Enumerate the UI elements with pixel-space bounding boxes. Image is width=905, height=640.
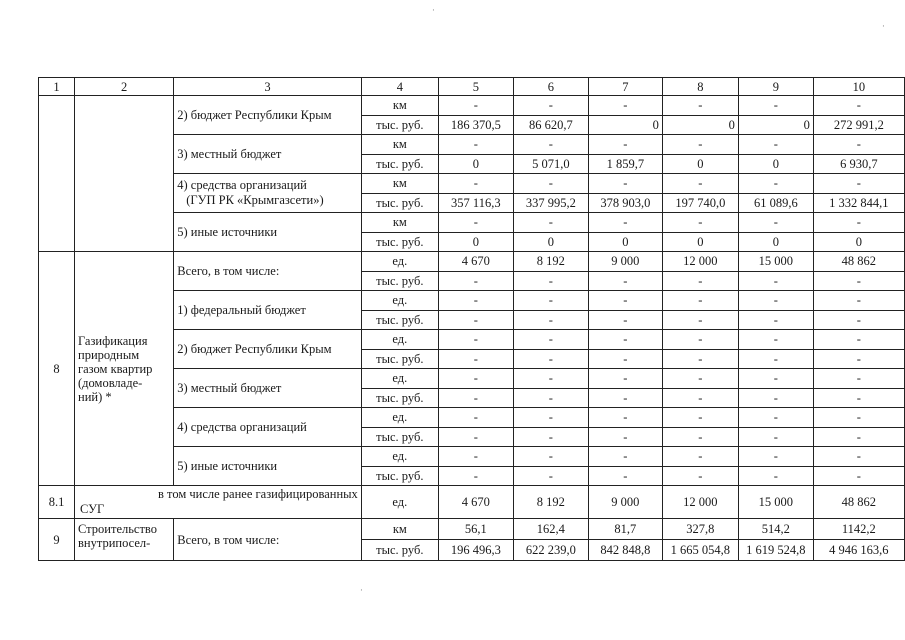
funding-source: Всего, в том числе: [174, 519, 362, 561]
value-cell: 4 946 163,6 [813, 540, 904, 561]
value-cell: - [513, 388, 588, 408]
value-cell: 1 859,7 [588, 154, 662, 174]
column-number: 2 [75, 78, 174, 96]
value-cell: - [513, 369, 588, 389]
value-cell: 86 620,7 [513, 115, 588, 135]
column-number-row [39, 78, 905, 96]
table-row [39, 252, 905, 272]
value-cell: - [662, 466, 738, 486]
unit-cell: км [361, 135, 438, 155]
value-cell: - [513, 349, 588, 369]
value-cell: - [588, 349, 662, 369]
value-cell: - [588, 135, 662, 155]
value-cell: - [588, 408, 662, 428]
value-cell: - [662, 427, 738, 447]
value-cell: - [738, 349, 813, 369]
unit-cell: тыс. руб. [361, 349, 438, 369]
value-cell: - [513, 96, 588, 116]
scan-mark: · [882, 22, 885, 32]
value-cell: - [662, 174, 738, 194]
value-cell: - [813, 349, 904, 369]
value-cell: - [588, 447, 662, 467]
value-cell: - [588, 427, 662, 447]
unit-cell: тыс. руб. [361, 427, 438, 447]
value-cell: 0 [438, 154, 513, 174]
value-cell: - [513, 447, 588, 467]
item-name-cell [75, 486, 362, 519]
value-cell: - [438, 174, 513, 194]
value-cell: - [588, 466, 662, 486]
value-cell: - [438, 310, 513, 330]
value-cell: - [813, 369, 904, 389]
financing-table [38, 77, 905, 561]
value-cell: - [662, 291, 738, 311]
unit-cell: тыс. руб. [361, 115, 438, 135]
value-cell: - [813, 271, 904, 291]
value-cell: - [513, 330, 588, 350]
value-cell: - [738, 271, 813, 291]
item-number-cell: 8.1 [39, 486, 75, 519]
value-cell: - [738, 96, 813, 116]
value-cell: - [438, 408, 513, 428]
column-number: 10 [813, 78, 904, 96]
value-cell: - [813, 213, 904, 233]
value-cell: 186 370,5 [438, 115, 513, 135]
value-cell: 48 862 [813, 252, 904, 272]
funding-source: 1) федеральный бюджет [174, 291, 362, 330]
item-name-line: Газификация [78, 333, 148, 348]
unit-cell: ед. [361, 291, 438, 311]
value-cell: - [438, 271, 513, 291]
value-cell: - [813, 388, 904, 408]
value-cell: 1 619 524,8 [738, 540, 813, 561]
funding-source: 5) иные источники [174, 213, 362, 252]
value-cell: 0 [513, 232, 588, 252]
value-cell: - [813, 174, 904, 194]
value-cell: - [738, 310, 813, 330]
value-cell: - [662, 330, 738, 350]
table-row [39, 519, 905, 540]
item-name-cell [75, 519, 174, 561]
unit-cell: тыс. руб. [361, 193, 438, 213]
value-cell: 1 665 054,8 [662, 540, 738, 561]
value-cell: - [662, 271, 738, 291]
value-cell: - [438, 466, 513, 486]
value-cell: - [662, 213, 738, 233]
value-cell: 0 [662, 154, 738, 174]
value-cell: - [513, 310, 588, 330]
value-cell: - [588, 330, 662, 350]
value-cell: - [738, 466, 813, 486]
value-cell: - [738, 427, 813, 447]
column-number: 8 [662, 78, 738, 96]
item-name-line: природным [78, 347, 140, 362]
value-cell: - [813, 135, 904, 155]
value-cell: - [588, 271, 662, 291]
value-cell: - [738, 213, 813, 233]
value-cell: - [513, 466, 588, 486]
funding-source: 5) иные источники [174, 447, 362, 486]
column-number: 3 [174, 78, 362, 96]
value-cell: - [588, 174, 662, 194]
unit-cell: ед. [361, 252, 438, 272]
value-cell: - [738, 291, 813, 311]
value-cell: 61 089,6 [738, 193, 813, 213]
value-cell: - [738, 330, 813, 350]
funding-source: 2) бюджет Республики Крым [174, 96, 362, 135]
value-cell: 0 [438, 232, 513, 252]
value-cell: - [513, 135, 588, 155]
item-number-cell [39, 96, 75, 252]
item-name-line: (домовладе- [78, 375, 143, 390]
value-cell: - [662, 310, 738, 330]
value-cell: 48 862 [813, 486, 904, 519]
value-cell: 337 995,2 [513, 193, 588, 213]
value-cell: - [438, 427, 513, 447]
value-cell: - [813, 96, 904, 116]
item-name-line: в том числе ранее газифицированных [158, 487, 358, 501]
value-cell: - [738, 447, 813, 467]
value-cell: 197 740,0 [662, 193, 738, 213]
value-cell: - [438, 291, 513, 311]
value-cell: 162,4 [513, 519, 588, 540]
funding-source: 3) местный бюджет [174, 135, 362, 174]
value-cell: - [662, 408, 738, 428]
value-cell: - [662, 447, 738, 467]
value-cell: 0 [738, 232, 813, 252]
unit-cell: тыс. руб. [361, 271, 438, 291]
value-cell: 15 000 [738, 486, 813, 519]
column-number: 4 [361, 78, 438, 96]
unit-cell: тыс. руб. [361, 388, 438, 408]
value-cell: 0 [588, 115, 662, 135]
value-cell: 622 239,0 [513, 540, 588, 561]
funding-source: 2) бюджет Республики Крым [174, 330, 362, 369]
unit-cell: км [361, 96, 438, 116]
item-name-cell [75, 96, 174, 252]
value-cell: - [813, 291, 904, 311]
value-cell: - [662, 369, 738, 389]
value-cell: - [513, 271, 588, 291]
item-name-line: ний) * [78, 389, 112, 404]
value-cell: - [662, 135, 738, 155]
column-number: 5 [438, 78, 513, 96]
unit-cell: ед. [361, 447, 438, 467]
value-cell: 4 670 [438, 252, 513, 272]
value-cell: - [813, 408, 904, 428]
value-cell: - [738, 408, 813, 428]
value-cell: - [662, 349, 738, 369]
value-cell: - [438, 388, 513, 408]
value-cell: - [513, 213, 588, 233]
funding-source: 3) местный бюджет [174, 369, 362, 408]
unit-cell: ед. [361, 486, 438, 519]
funding-source: 4) средства организаций [174, 408, 362, 447]
unit-cell: ед. [361, 330, 438, 350]
value-cell: - [588, 369, 662, 389]
funding-source: Всего, в том числе: [174, 252, 362, 291]
value-cell: - [438, 369, 513, 389]
value-cell: - [588, 310, 662, 330]
value-cell: - [662, 96, 738, 116]
unit-cell: км [361, 519, 438, 540]
value-cell: 378 903,0 [588, 193, 662, 213]
scan-mark: · [360, 586, 363, 596]
value-cell: 9 000 [588, 486, 662, 519]
value-cell: 8 192 [513, 486, 588, 519]
unit-cell: тыс. руб. [361, 154, 438, 174]
value-cell: 6 930,7 [813, 154, 904, 174]
value-cell: 1142,2 [813, 519, 904, 540]
unit-cell: тыс. руб. [361, 466, 438, 486]
table-row [39, 486, 905, 519]
item-name-line: газом квартир [78, 361, 153, 376]
unit-cell: тыс. руб. [361, 310, 438, 330]
value-cell: 0 [588, 232, 662, 252]
value-cell: - [513, 427, 588, 447]
value-cell: 12 000 [662, 486, 738, 519]
unit-cell: ед. [361, 408, 438, 428]
value-cell: 4 670 [438, 486, 513, 519]
column-number: 1 [39, 78, 75, 96]
value-cell: - [813, 310, 904, 330]
column-number: 6 [513, 78, 588, 96]
value-cell: - [813, 427, 904, 447]
funding-source-line: 4) средства организаций [177, 178, 307, 192]
value-cell: 0 [813, 232, 904, 252]
value-cell: 327,8 [662, 519, 738, 540]
value-cell: - [813, 466, 904, 486]
value-cell: - [813, 330, 904, 350]
value-cell: - [588, 213, 662, 233]
value-cell: - [513, 408, 588, 428]
value-cell: - [438, 135, 513, 155]
table-row [39, 96, 905, 116]
column-number: 9 [738, 78, 813, 96]
value-cell: 272 991,2 [813, 115, 904, 135]
value-cell: - [438, 213, 513, 233]
value-cell: - [438, 96, 513, 116]
funding-source-line: (ГУП РК «Крымгазсети») [186, 193, 324, 207]
unit-cell: тыс. руб. [361, 540, 438, 561]
value-cell: - [738, 174, 813, 194]
value-cell: 15 000 [738, 252, 813, 272]
value-cell: 81,7 [588, 519, 662, 540]
value-cell: - [738, 135, 813, 155]
value-cell: - [662, 388, 738, 408]
value-cell: - [513, 291, 588, 311]
column-number: 7 [588, 78, 662, 96]
value-cell: 5 071,0 [513, 154, 588, 174]
value-cell: 0 [662, 115, 738, 135]
value-cell: 0 [738, 154, 813, 174]
scan-mark: · [432, 6, 435, 16]
value-cell: - [588, 96, 662, 116]
value-cell: - [438, 330, 513, 350]
value-cell: 1 332 844,1 [813, 193, 904, 213]
value-cell: 357 116,3 [438, 193, 513, 213]
value-cell: 0 [662, 232, 738, 252]
value-cell: - [588, 291, 662, 311]
value-cell: 196 496,3 [438, 540, 513, 561]
item-name-cell [75, 252, 174, 486]
value-cell: 12 000 [662, 252, 738, 272]
value-cell: 9 000 [588, 252, 662, 272]
unit-cell: тыс. руб. [361, 232, 438, 252]
item-name-line: внутрипосел- [78, 536, 151, 550]
unit-cell: км [361, 213, 438, 233]
value-cell: 8 192 [513, 252, 588, 272]
value-cell: - [738, 369, 813, 389]
value-cell: - [438, 349, 513, 369]
funding-source [174, 174, 362, 213]
value-cell: - [438, 447, 513, 467]
value-cell: - [588, 388, 662, 408]
unit-cell: ед. [361, 369, 438, 389]
value-cell: 56,1 [438, 519, 513, 540]
value-cell: - [738, 388, 813, 408]
unit-cell: км [361, 174, 438, 194]
item-number-cell: 9 [39, 519, 75, 561]
item-name-line: СУГ [80, 502, 105, 516]
item-name-line: Строительство [78, 522, 158, 536]
value-cell: 514,2 [738, 519, 813, 540]
item-number-cell: 8 [39, 252, 75, 486]
value-cell: - [513, 174, 588, 194]
value-cell: 842 848,8 [588, 540, 662, 561]
value-cell: - [813, 447, 904, 467]
value-cell: 0 [738, 115, 813, 135]
